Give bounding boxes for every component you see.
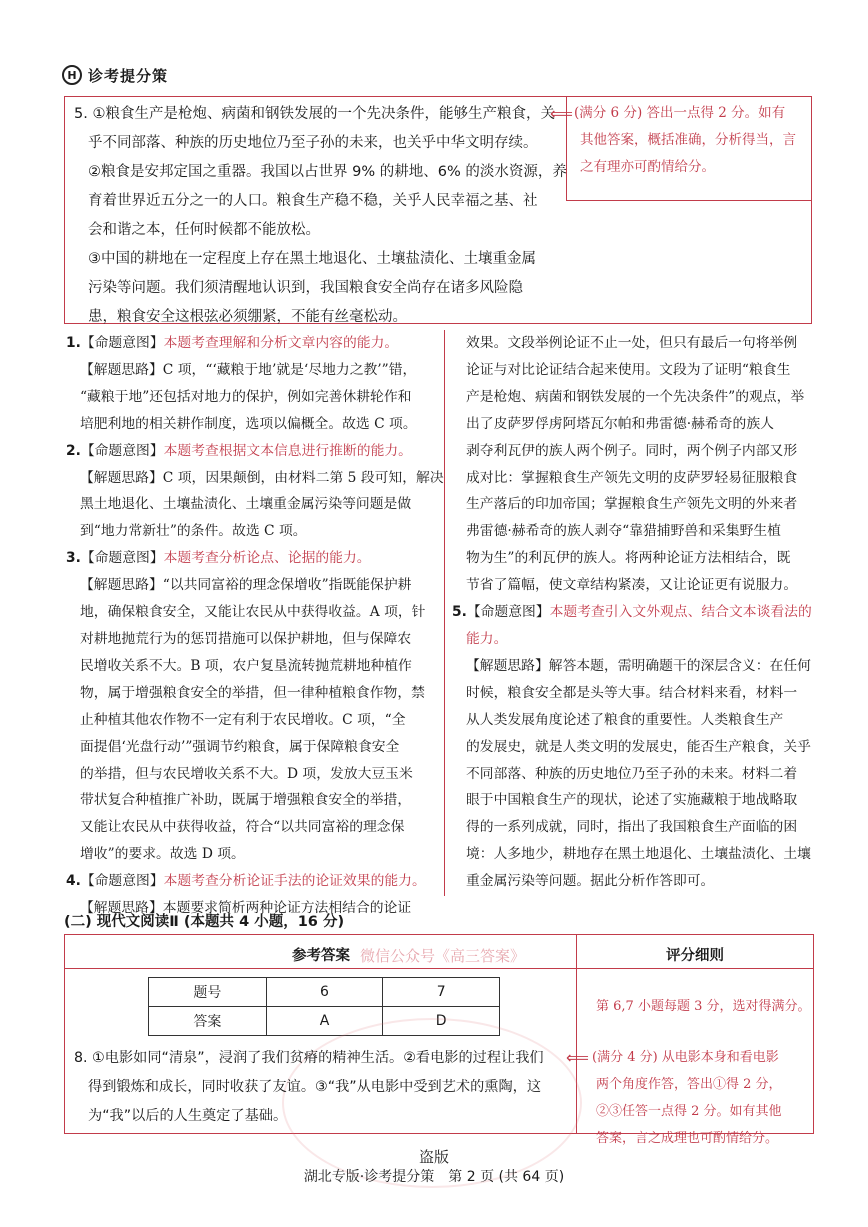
brand-logo-icon: H — [62, 65, 82, 85]
analysis-line — [452, 518, 816, 545]
question-5-answer — [74, 100, 567, 332]
analysis-line — [66, 357, 438, 384]
scoring-line: 两个角度作答，答出①得 2 分， — [596, 1077, 782, 1092]
analysis-line — [66, 841, 438, 868]
watermark: 微信公众号《高三答案》 — [360, 947, 526, 965]
question-number: 3. — [66, 550, 81, 567]
analysis-line — [452, 545, 816, 572]
analysis-text: 到“地力常新壮”的条件。故选 C 项。 — [80, 523, 307, 540]
section-tag: 【命题意图】 — [80, 873, 164, 890]
analysis-text: 节省了篇幅，使文章结构紧凑，又让论证更有说服力。 — [466, 577, 798, 594]
section-title: (二) 现代文阅读Ⅱ (本题共 4 小题，16 分) — [64, 914, 345, 930]
analysis-text: C 项，“‘藏粮于地’就是‘尽地力之教’”错， — [162, 361, 417, 378]
analysis-line — [452, 626, 816, 653]
analysis-text: 成对比：掌握粮食生产领先文明的皮萨罗轻易征服粮食 — [466, 469, 798, 486]
column-divider — [444, 330, 445, 896]
analysis-line — [66, 814, 438, 841]
analysis-text: 带状复合种植推广补助，既属于增强粮食安全的举措， — [80, 792, 412, 809]
analysis-line — [452, 465, 816, 492]
analysis-text: 弗雷德·赫希奇的族人剥夺“靠猎捕野兽和采集野生植 — [466, 523, 781, 540]
question-8-scoring — [592, 1044, 782, 1152]
analysis-text: 民增收关系不大。B 项，农户复垦流转抛荒耕地种植作 — [80, 657, 412, 674]
section-tag: 【解题思路】 — [80, 469, 163, 486]
analysis-line — [66, 545, 438, 572]
analysis-text: “以共同富裕的理念保增收”指既能保护耕 — [162, 577, 412, 594]
table-cell: D — [383, 1007, 500, 1036]
stamp-text: 盗版 — [418, 1148, 449, 1166]
analysis-line — [452, 868, 816, 895]
brand-title: 诊考提分策 — [88, 66, 169, 85]
analysis-line — [452, 707, 816, 734]
analysis-line — [452, 841, 816, 868]
analysis-line — [66, 465, 444, 492]
analysis-text: 生产落后的印加帝国；掌握粮食生产领先文明的外来者 — [466, 496, 798, 513]
scoring-line: 之有理亦可酌情给分。 — [580, 159, 715, 175]
answer-line: 得到锻炼和成长，同时收获了友谊。③“我”从电影中受到艺术的熏陶，这 — [88, 1079, 542, 1095]
analysis-line — [452, 734, 816, 761]
analysis-text: 本题要求简析两种论证方法相结合的论证 — [162, 900, 412, 917]
analysis-text: 效果。文段举例论证不止一处，但只有最后一句将举例 — [466, 335, 798, 351]
analysis-text: 本题考查引入文外观点、结合文本谈看法的 — [549, 604, 812, 621]
analysis-line — [452, 357, 816, 384]
analysis-line — [66, 384, 438, 411]
section-tag: 【解题思路】 — [80, 361, 163, 378]
analysis-text: 论证与对比论证结合起来使用。文段为了证明“粮食生 — [466, 361, 791, 378]
analysis-text: “藏粮于地”还包括对地力的保护，例如完善休耕轮作和 — [80, 388, 412, 405]
analysis-right-column — [452, 330, 816, 895]
table-cell: 7 — [383, 978, 500, 1007]
analysis-text: 解答本题，需明确题干的深层含义：在任何 — [548, 657, 811, 674]
analysis-line — [452, 491, 816, 518]
analysis-line — [66, 653, 438, 680]
analysis-line — [66, 572, 438, 599]
answer-line: ②粮食是安邦定国之重器。我国以占世界 9% 的耕地、6% 的淡水资源，养 — [88, 164, 567, 180]
analysis-text: 产是枪炮、病菌和钢铁发展的一个先决条件”的观点，举 — [466, 388, 805, 405]
analysis-text: 本题考查分析论点、论据的能力。 — [163, 550, 371, 567]
scoring-line: 答案，言之成理也可酌情给分。 — [596, 1131, 779, 1146]
analysis-text: 的发展史，就是人类文明的发展史，能否生产粮食，关乎 — [466, 738, 811, 755]
analysis-text: 时候，粮食安全都是头等大事。结合材料来看，材料一 — [466, 684, 798, 701]
analysis-line — [452, 814, 816, 841]
analysis-text: 黑土地退化、土壤盐渍化、土壤重金属污染等问题是做 — [80, 496, 412, 513]
analysis-line — [452, 653, 816, 680]
section-tag: 【命题意图】 — [80, 442, 164, 459]
analysis-text: 能力。 — [466, 630, 508, 647]
analysis-text: 增收”的要求。故选 D 项。 — [80, 846, 245, 863]
analysis-text: 物，属于增强粮食安全的举措，但一律种植粮食作物，禁 — [80, 684, 425, 701]
question-number: 2. — [66, 442, 81, 459]
question-5-scoring — [574, 100, 796, 181]
analysis-text: 止种植其他农作物不一定有利于农民增收。C 项，“全 — [80, 711, 406, 728]
scoring-line: (满分 6 分) 答出一点得 2 分。如有 — [574, 105, 786, 121]
analysis-text: 地，确保粮食安全，又能让农民从中获得收益。A 项，针 — [80, 604, 426, 621]
table-row — [149, 978, 500, 1007]
table-cell: 题号 — [149, 978, 267, 1007]
section-tag: 【解题思路】 — [80, 900, 163, 917]
analysis-text: 本题考查分析论证手法的论证效果的能力。 — [163, 873, 426, 890]
section-tag: 【命题意图】 — [466, 604, 550, 621]
answer-line: 5. ①粮食生产是枪炮、病菌和钢铁发展的一个先决条件，能够生产粮食，关 — [74, 106, 555, 122]
analysis-text: 对耕地抛荒行为的惩罚措施可以保护耕地，但与保障农 — [80, 630, 412, 647]
analysis-line — [66, 330, 438, 357]
box-divider — [566, 200, 812, 201]
analysis-line — [66, 518, 438, 545]
analysis-text: 培肥利地的相关耕作制度，选项以偏概全。故选 C 项。 — [80, 415, 417, 432]
analysis-line — [452, 411, 816, 438]
table-header-divider — [64, 968, 814, 969]
analysis-text: 面提倡‘光盘行动’”强调节约粮食，属于保障粮食安全 — [80, 738, 400, 755]
analysis-text: 从人类发展角度论述了粮食的重要性。人类粮食生产 — [466, 711, 784, 728]
analysis-left-column — [66, 330, 444, 922]
section-tag: 【解题思路】 — [466, 657, 549, 674]
question-8-answer — [74, 1044, 544, 1131]
scoring-line: 其他答案，概括准确，分析得当，言 — [580, 132, 796, 148]
analysis-line — [452, 599, 816, 626]
scoring-line: ②③任答一点得 2 分。如有其他 — [596, 1104, 782, 1119]
question-number: 4. — [66, 873, 81, 890]
answer-line: 患，粮食安全这根弦必须绷紧，不能有丝毫松动。 — [88, 309, 407, 325]
analysis-text: 得的一系列成就，同时，指出了我国粮食生产面临的困 — [466, 819, 798, 836]
analysis-line — [452, 330, 816, 357]
analysis-text: 重金属污染等问题。据此分析作答即可。 — [466, 873, 715, 890]
score-6-7: 第 6,7 小题每题 3 分，选对得满分。 — [596, 999, 811, 1014]
arrow-left-icon: ⟸ — [550, 104, 573, 123]
page-footer: 湖北专版·诊考提分策 第 2 页 (共 64 页) — [303, 1169, 565, 1185]
answer-line: 为“我”以后的人生奠定了基础。 — [88, 1108, 288, 1124]
analysis-text: C 项，因果颠倒，由材料二第 5 段可知，解决 — [162, 469, 444, 486]
question-number: 1. — [66, 335, 81, 351]
answer-line: 乎不同部落、种族的历史地位乃至子孙的未来，也关乎中华文明存续。 — [88, 135, 538, 151]
table-cell: 答案 — [149, 1007, 267, 1036]
analysis-line — [66, 626, 438, 653]
analysis-line — [452, 680, 816, 707]
analysis-line — [66, 680, 438, 707]
question-number: 5. — [452, 604, 467, 621]
answer-line: 会和谐之本，任何时候都不能放松。 — [88, 222, 320, 238]
analysis-text: 剥夺利瓦伊的族人两个例子。同时，两个例子内部又形 — [466, 442, 798, 459]
section-tag: 【命题意图】 — [80, 550, 164, 567]
analysis-line — [66, 868, 438, 895]
col-header-score: 评分细则 — [666, 948, 724, 964]
answer-line: 育着世界近五分之一的人口。粮食生产稳不稳，关乎人民幸福之基、社 — [88, 193, 538, 209]
analysis-text: 物为生”的利瓦伊的族人。将两种论证方法相结合，既 — [466, 550, 791, 567]
analysis-line — [452, 787, 816, 814]
analysis-text: 眼于中国粮食生产的现状，论述了实施藏粮于地战略取 — [466, 792, 798, 809]
answer-line: 8. ①电影如同“清泉”，浸润了我们贫瘠的精神生活。②看电影的过程让我们 — [74, 1050, 544, 1066]
analysis-line — [452, 438, 816, 465]
analysis-line — [66, 761, 438, 788]
analysis-text: 本题考查理解和分析文章内容的能力。 — [163, 335, 399, 351]
arrow-left-icon: ⟸ — [566, 1048, 589, 1067]
analysis-line — [66, 734, 438, 761]
analysis-line — [66, 787, 438, 814]
analysis-text: 的举措，但与农民增收关系不大。D 项，发放大豆玉米 — [80, 765, 413, 782]
analysis-line — [66, 599, 438, 626]
scoring-line: (满分 4 分) 从电影本身和看电影 — [592, 1050, 779, 1065]
section-tag: 【解题思路】 — [80, 577, 163, 594]
analysis-text: 不同部落、种族的历史地位乃至子孙的未来。材料二着 — [466, 765, 798, 782]
analysis-text: 境：人多地少，耕地存在黑土地退化、土壤盐渍化、土壤 — [466, 846, 811, 863]
brand-header — [62, 64, 168, 86]
analysis-line — [452, 761, 816, 788]
table-cell: 6 — [266, 978, 383, 1007]
answer-line: 污染等问题。我们须清醒地认识到，我国粮食安全尚存在诸多风险隐 — [88, 280, 523, 296]
col-header-answer: 参考答案 — [292, 948, 350, 964]
analysis-line — [66, 491, 438, 518]
analysis-text: 又能让农民从中获得收益，符合“以共同富裕的理念保 — [80, 819, 405, 836]
analysis-line — [452, 384, 816, 411]
section-tag: 【命题意图】 — [80, 335, 164, 351]
analysis-text: 出了皮萨罗俘虏阿塔瓦尔帕和弗雷德·赫希奇的族人 — [466, 415, 774, 432]
analysis-text: 本题考查根据文本信息进行推断的能力。 — [163, 442, 412, 459]
answer-line: ③中国的耕地在一定程度上存在黑土地退化、土壤盐渍化、土壤重金属 — [88, 251, 536, 267]
analysis-line — [452, 572, 816, 599]
analysis-line — [66, 707, 438, 734]
analysis-line — [66, 411, 438, 438]
analysis-line — [66, 438, 438, 465]
table-cell: A — [266, 1007, 383, 1036]
